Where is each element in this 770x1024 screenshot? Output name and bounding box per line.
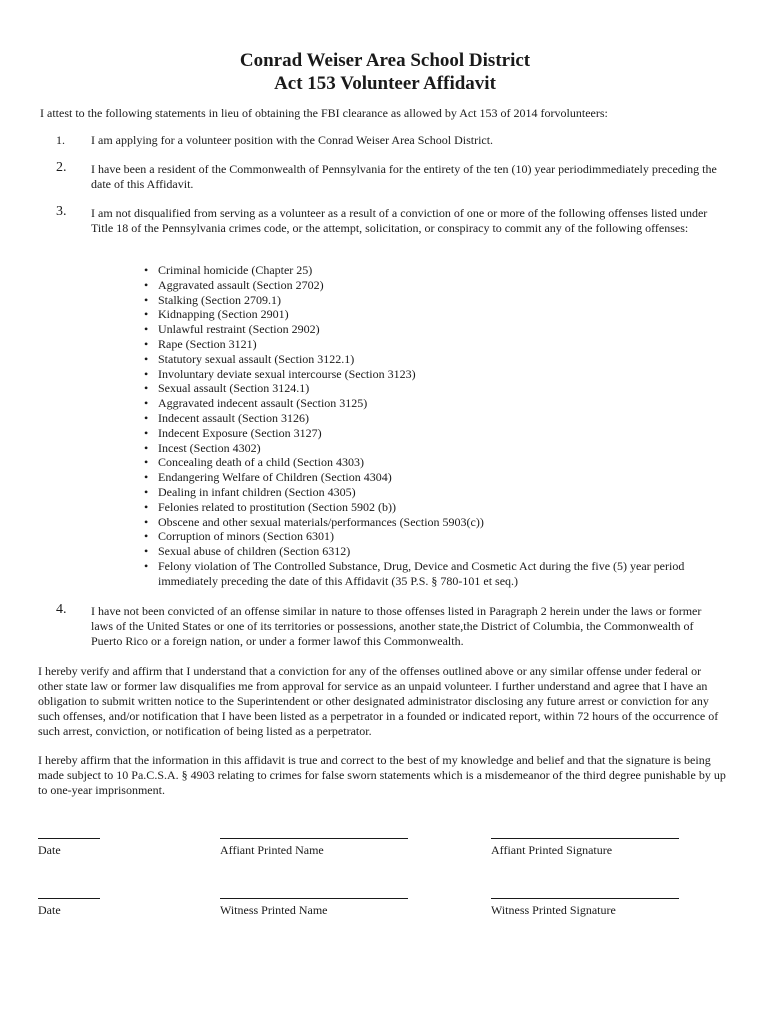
offense-item: • Endangering Welfare of Children (Section 4304) <box>144 470 724 485</box>
offense-item: • Indecent Exposure (Section 3127) <box>144 426 724 441</box>
item-text: I am applying for a volunteer position with the Conrad Weiser Area School District. <box>91 133 494 147</box>
witness-date-line[interactable] <box>38 898 100 899</box>
offense-item: • Rape (Section 3121) <box>144 337 724 352</box>
offense-item: • Kidnapping (Section 2901) <box>144 307 724 322</box>
affiant-name-label: Affiant Printed Name <box>220 843 324 857</box>
statement-item-3 <box>56 206 721 236</box>
offense-item: • Involuntary deviate sexual intercourse (Section 3123) <box>144 367 724 382</box>
offense-item: • Aggravated indecent assault (Section 3125) <box>144 396 724 411</box>
witness-date-label: Date <box>38 903 61 917</box>
offense-list <box>144 263 724 589</box>
document-title: Conrad Weiser Area School District <box>239 50 531 71</box>
item-text: I am not disqualified from serving as a volunteer as a result of a conviction of one or more of the following offenses listed under Title 18 of the Pennsylvania crimes code, or the attempt, solicitation, or conspiracy to commit any of the following offenses: <box>91 206 708 235</box>
affiant-name-line[interactable] <box>220 838 408 839</box>
offense-item: • Aggravated assault (Section 2702) <box>144 278 724 293</box>
affiant-date-label: Date <box>38 843 61 857</box>
affiant-date-line[interactable] <box>38 838 100 839</box>
offense-item: • Criminal homicide (Chapter 25) <box>144 263 724 278</box>
witness-signature-label: Witness Printed Signature <box>491 903 616 917</box>
affiant-signature-label: Affiant Printed Signature <box>491 843 613 857</box>
verification-paragraph: I hereby verify and affirm that I understand that a conviction for any of the offenses outlined above or any similar offense under federal or other state law or former law disqualifies me from approval for service as an unpaid volunteer. I further understand and agree that I have an obligation to submit written notice to the Superintendent or other designated administrator disclosing any future arrest or conviction for any such offenses, and/or notification that I have been listed as a perpetrator in a founded or indicated report, within 72 hours of the occurrence of such arrest, conviction, or notification of being listed as a perpetrator. <box>38 664 719 738</box>
offense-item: • Statutory sexual assault (Section 3122.1) <box>144 352 724 367</box>
offense-item: • Concealing death of a child (Section 4303) <box>144 455 724 470</box>
intro-statement: I attest to the following statements in lieu of obtaining the FBI clearance as allowed by Act 153 of 2014 forvolunteers: <box>40 106 608 120</box>
item-number: 1. <box>56 133 65 147</box>
offense-item: • Corruption of minors (Section 6301) <box>144 529 724 544</box>
statement-item-2 <box>56 162 721 192</box>
offense-item: • Stalking (Section 2709.1) <box>144 293 724 308</box>
affirmation-paragraph: I hereby affirm that the information in this affidavit is true and correct to the best of my knowledge and belief and that the signature is being made subject to 10 Pa.C.S.A. § 4903 relating to crimes for false sworn statements which is a misdemeanor of the third degree punishable by up to one-year imprisonment. <box>38 753 726 797</box>
statement-item-1 <box>56 133 721 148</box>
affiant-signature-line[interactable] <box>491 838 679 839</box>
witness-name-label: Witness Printed Name <box>220 903 328 917</box>
item-number: 4. <box>56 602 67 617</box>
offense-item: • Sexual abuse of children (Section 6312) <box>144 544 724 559</box>
offense-item: • Indecent assault (Section 3126) <box>144 411 724 426</box>
item-text: I have not been convicted of an offense similar in nature to those offenses listed in Paragraph 2 herein under the laws or former laws of the United States or one of its territories or possessions, another state,the District of Columbia, the Commonwealth of Puerto Rico or a foreign nation, or under a former lawof this Commonwealth. <box>91 604 702 648</box>
offense-item: • Unlawful restraint (Section 2902) <box>144 322 724 337</box>
offense-item: • Obscene and other sexual materials/performances (Section 5903(c)) <box>144 515 724 530</box>
offense-item: • Incest (Section 4302) <box>144 441 724 456</box>
offense-item: • Felony violation of The Controlled Substance, Drug, Device and Cosmetic Act during the five (5) year period immediately preceding the date of this Affidavit (35 P.S. § 780-101 et seq.) <box>144 559 724 589</box>
offense-item: • Felonies related to prostitution (Section 5902 (b)) <box>144 500 724 515</box>
offense-item: • Dealing in infant children (Section 4305) <box>144 485 724 500</box>
document-subtitle: Act 153 Volunteer Affidavit <box>274 73 496 94</box>
offense-item: • Sexual assault (Section 3124.1) <box>144 381 724 396</box>
witness-name-line[interactable] <box>220 898 408 899</box>
item-number: 3. <box>56 204 67 219</box>
witness-signature-line[interactable] <box>491 898 679 899</box>
item-text: I have been a resident of the Commonwealth of Pennsylvania for the entirety of the ten (10) year periodimmediately preceding the date of this Affidavit. <box>91 162 717 191</box>
item-number: 2. <box>56 160 67 175</box>
statement-item-4 <box>56 604 721 649</box>
